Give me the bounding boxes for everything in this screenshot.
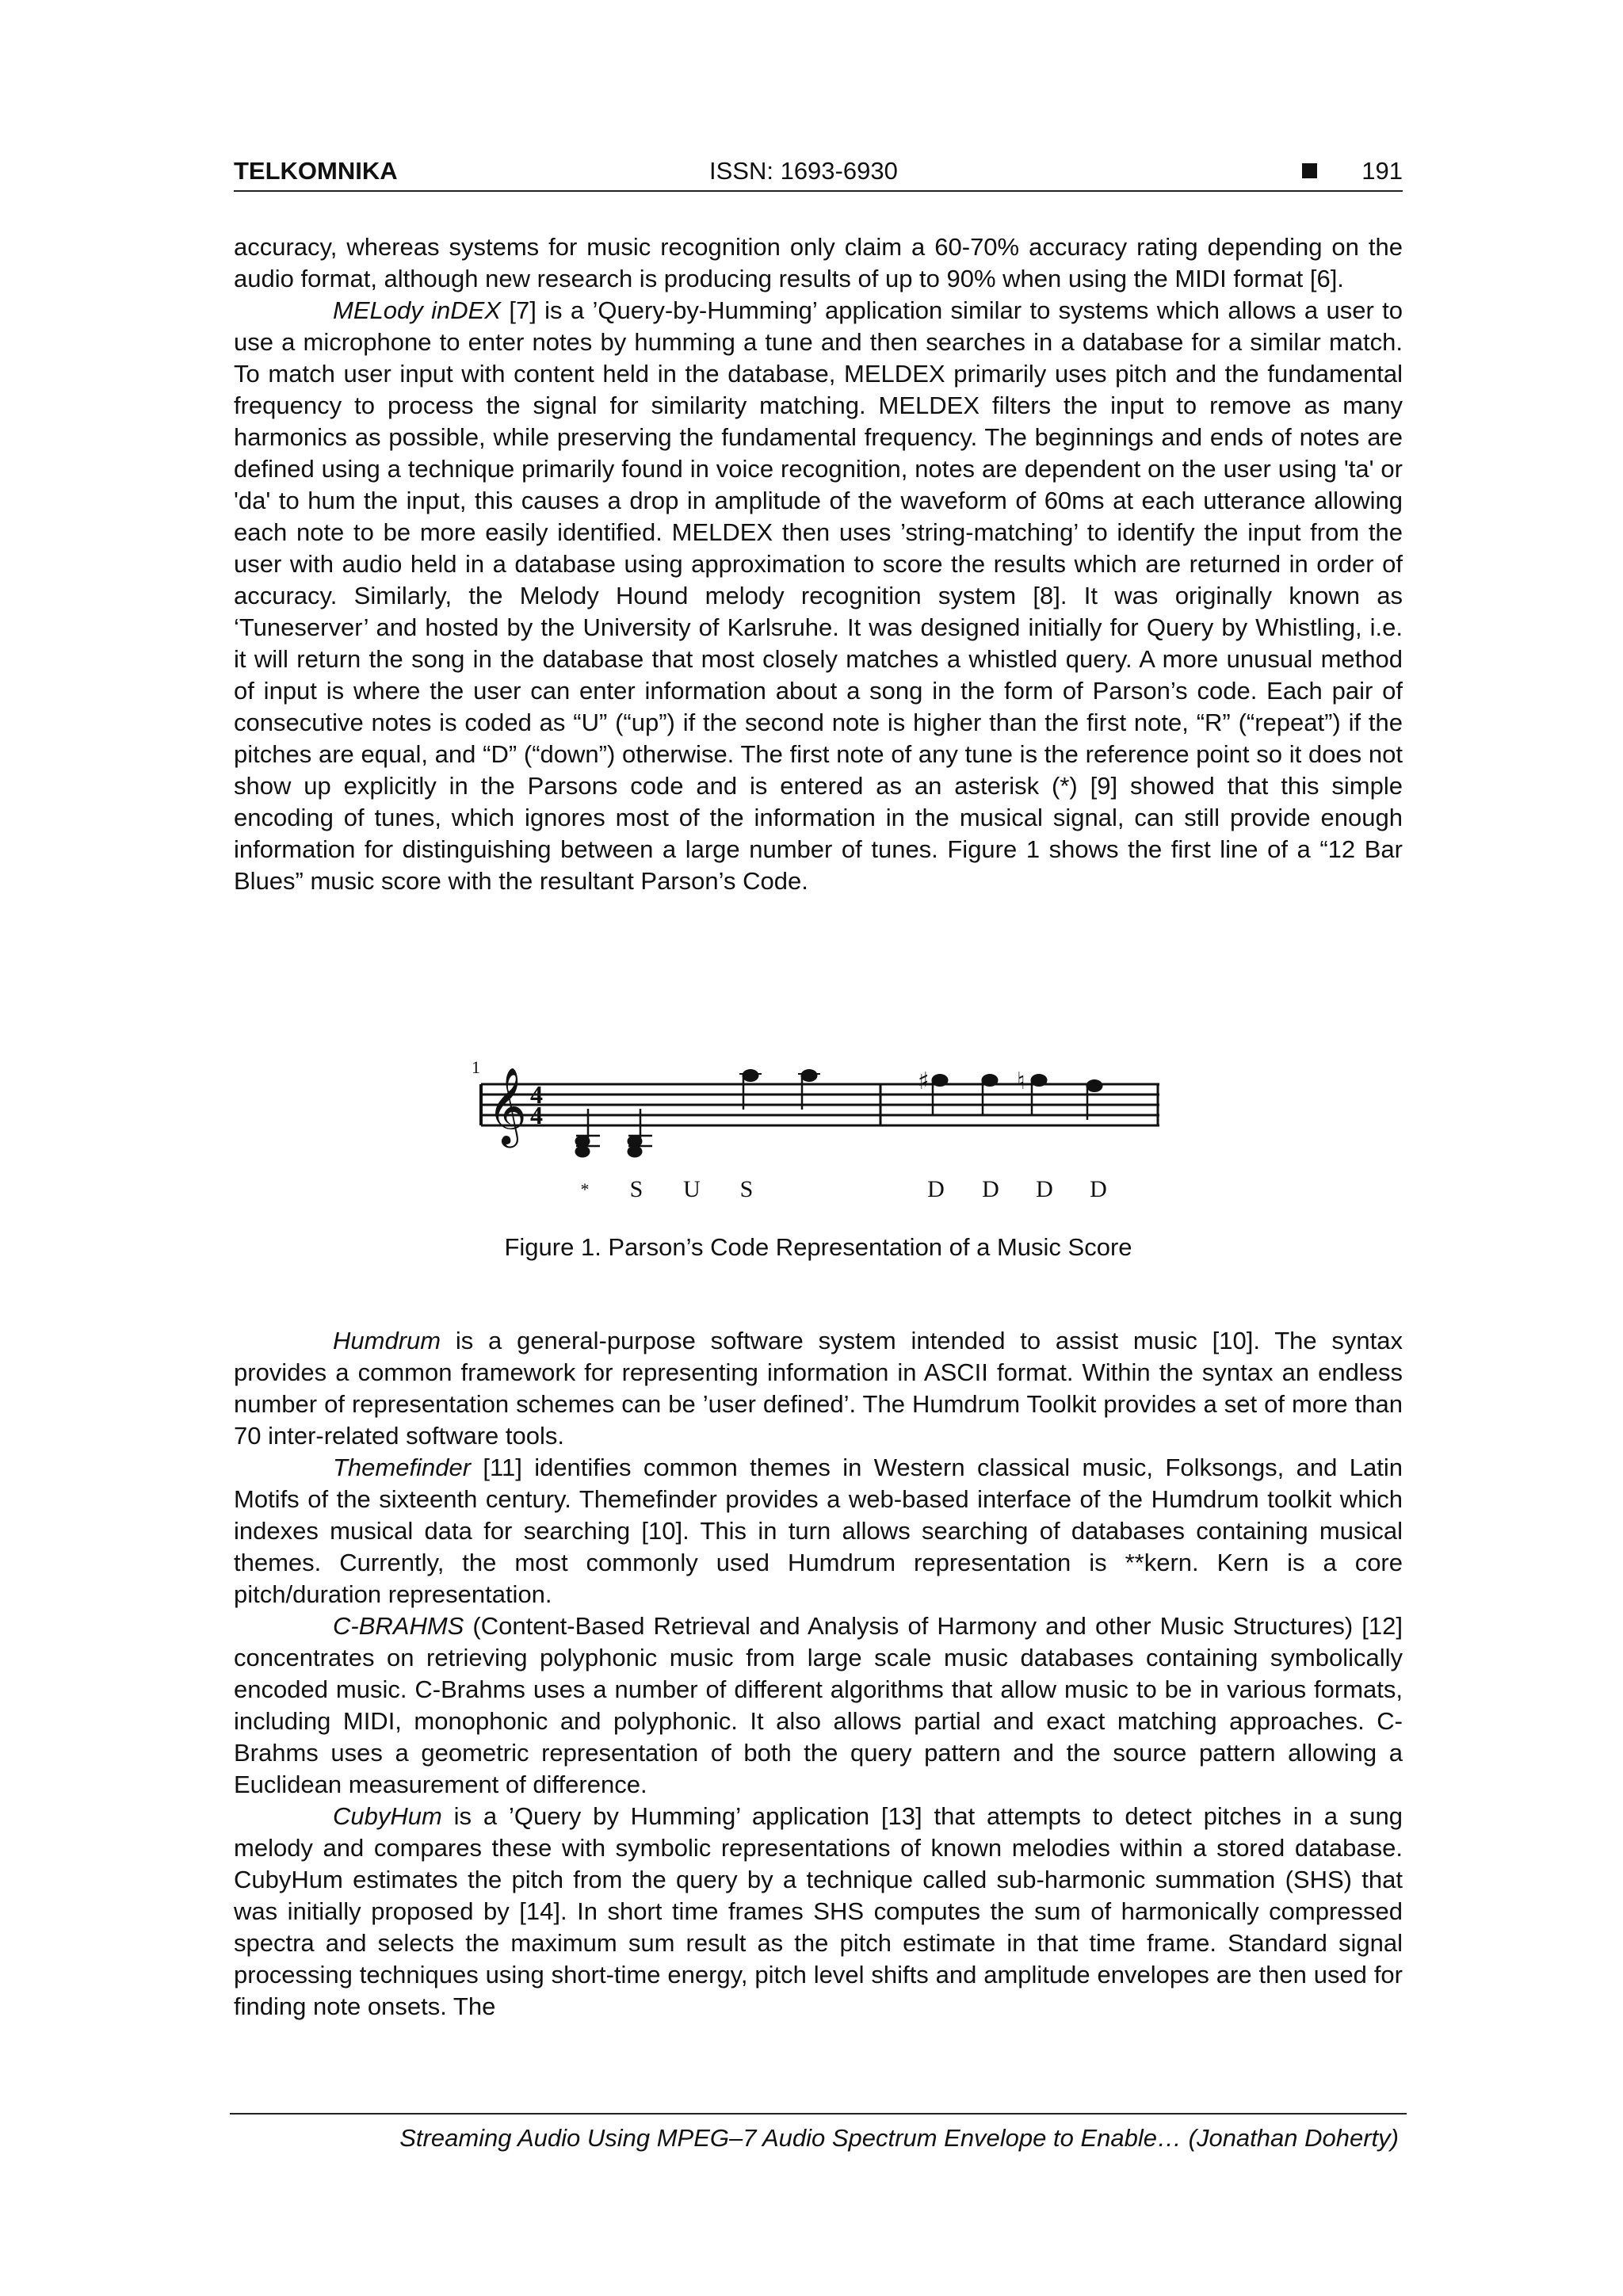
paragraph-term: MELody inDEX [333, 296, 501, 324]
parsons-code-3: U [683, 1176, 701, 1202]
time-signature-top: 4 [530, 1080, 543, 1109]
issn: ISSN: 1693-6930 [709, 157, 898, 185]
parsons-code-6: D [982, 1176, 999, 1202]
paragraph [234, 231, 1403, 295]
note-5 [918, 1068, 948, 1114]
parsons-code-7: D [1036, 1176, 1053, 1202]
paragraph-term: CubyHum [333, 1802, 442, 1830]
parsons-code-5: D [927, 1176, 945, 1202]
treble-clef-icon: 𝄞 [487, 1067, 527, 1144]
staff [481, 1084, 1159, 1125]
parsons-code-1: * [580, 1179, 590, 1199]
measure-number: 1 [472, 1057, 480, 1077]
paragraph-text: [11] identifies common themes in Western classical music, Folksongs, and Latin Motifs of the sixteenth century. Themefinder provides a web-based interface of the Humdrum toolkit which indexes musical data for searching [10]. This in turn allows searching of databases containing musical themes. Currently, the most commonly used Humdrum representation is **kern. Kern is a core pitch/duration representation. [234, 1454, 1403, 1608]
parsons-code-labels [581, 1176, 1107, 1202]
figure-caption: Figure 1. Parson’s Code Representation of a Music Score [504, 1233, 1132, 1261]
journal-name: TELKOMNIKA [234, 157, 398, 185]
paragraph [234, 295, 1403, 897]
running-title: Streaming Audio Using MPEG–7 Audio Spectrum Envelope to Enable… (Jonathan Doherty) [399, 2124, 1399, 2152]
paragraph-text: [7] is a ’Query-by-Humming’ application similar to systems which allows a user to use a microphone to enter notes by humming a tune and then searches in a database for a similar match. To match user input with content held in the database, MELDEX primarily uses pitch and the fundamental frequency to process the signal for similarity matching. MELDEX filters the input to remove as many harmonics as possible, while preserving the fundamental frequency. The beginnings and ends of notes are defined using a technique primarily found in voice recognition, notes are dependent on the user using 'ta' or 'da' to hum the input, this causes a drop in amplitude of the waveform of 60ms at each utterance allowing each note to be more easily identified. MELDEX then uses ’string-matching’ to identify the input from the user with audio held in a database using approximation to score the results which are returned in order of accuracy. Similarly, the Melody Hound melody recognition system [8]. It was originally known as ‘Tuneserver’ and hosted by the University of Karlsruhe. It was designed initially for Query by Whistling, i.e. it will return the song in the database that most closely matches a whistled query. A more unusual method of input is where the user can enter information about a song in the form of Parson’s code. Each pair of consecutive notes is coded as “U” (“up”) if the second note is higher than the first note, “R” (“repeat”) if the pitches are equal, and “D” (“down”) otherwise. The first note of any tune is the reference point so it does not show up explicitly in the Parsons code and is entered as an asterisk (*) [9] showed that this simple encoding of tunes, which ignores most of the information in the musical signal, can still provide enough information for distinguishing between a large number of tunes. Figure 1 shows the first line of a “12 Bar Blues” music score with the resultant Parson’s Code. [234, 296, 1403, 895]
figure-music-score [456, 1046, 1169, 1205]
paragraph [234, 1452, 1403, 1610]
paragraph-term: C-BRAHMS [333, 1612, 464, 1640]
body-text-top [234, 231, 1403, 897]
square-bullet-icon [1302, 163, 1317, 178]
parsons-code-8: D [1090, 1176, 1107, 1202]
page-number: 191 [1361, 157, 1403, 185]
paragraph-term: Humdrum [333, 1327, 441, 1354]
note-4 [798, 1070, 820, 1110]
paragraph-term: Themefinder [333, 1454, 472, 1481]
note-8 [1086, 1080, 1102, 1121]
note-7 [1017, 1068, 1047, 1114]
paragraph-text: (Content-Based Retrieval and Analysis of Harmony and other Music Structures) [12] concentrates on retrieving polyphonic music from large scale music databases containing symbolically encoded music. C-Brahms uses a number of different algorithms that allow music to be in various formats, including MIDI, monophonic and polyphonic. It also allows partial and exact matching approaches. C-Brahms uses a geometric representation of both the query pattern and the source pattern allowing a Euclidean measurement of difference. [234, 1612, 1403, 1798]
page-footer [230, 2113, 1407, 2154]
natural-icon: ♮ [1017, 1068, 1025, 1095]
paragraph-text: is a ’Query by Humming’ application [13] that attempts to detect pitches in a sung melody and compares these with symbolic representations of known melodies within a stored database. CubyHum estimates the pitch from the query by a technique called sub-harmonic summation (SHS) that was initially proposed by [14]. In short time frames SHS computes the sum of harmonically compressed spectra and selects the maximum sum result as the pitch estimate in that time frame. Standard signal processing techniques using short-time energy, pitch level shifts and amplitude envelopes are then used for finding note onsets. The [234, 1802, 1403, 2020]
paragraph-text: accuracy, whereas systems for music recognition only claim a 60-70% accuracy rating depending on the audio format, although new research is producing results of up to 90% when using the MIDI format [6]. [234, 233, 1403, 292]
note-3 [739, 1070, 762, 1110]
time-signature-bottom: 4 [530, 1101, 543, 1129]
paragraph-text: is a general-purpose software system intended to assist music [10]. The syntax provides a common framework for representing information in ASCII format. Within the syntax an endless number of representation schemes can be ’user defined’. The Humdrum Toolkit provides a set of more than 70 inter-related software tools. [234, 1327, 1403, 1450]
notes [575, 1068, 1102, 1157]
page-header [234, 155, 1403, 192]
paragraph [234, 1801, 1403, 2023]
sharp-icon: ♯ [918, 1068, 930, 1095]
paragraph [234, 1610, 1403, 1801]
body-text-bottom [234, 1325, 1403, 2023]
paragraph [234, 1325, 1403, 1452]
parsons-code-4: S [739, 1176, 754, 1202]
parsons-code-2: S [629, 1176, 643, 1202]
